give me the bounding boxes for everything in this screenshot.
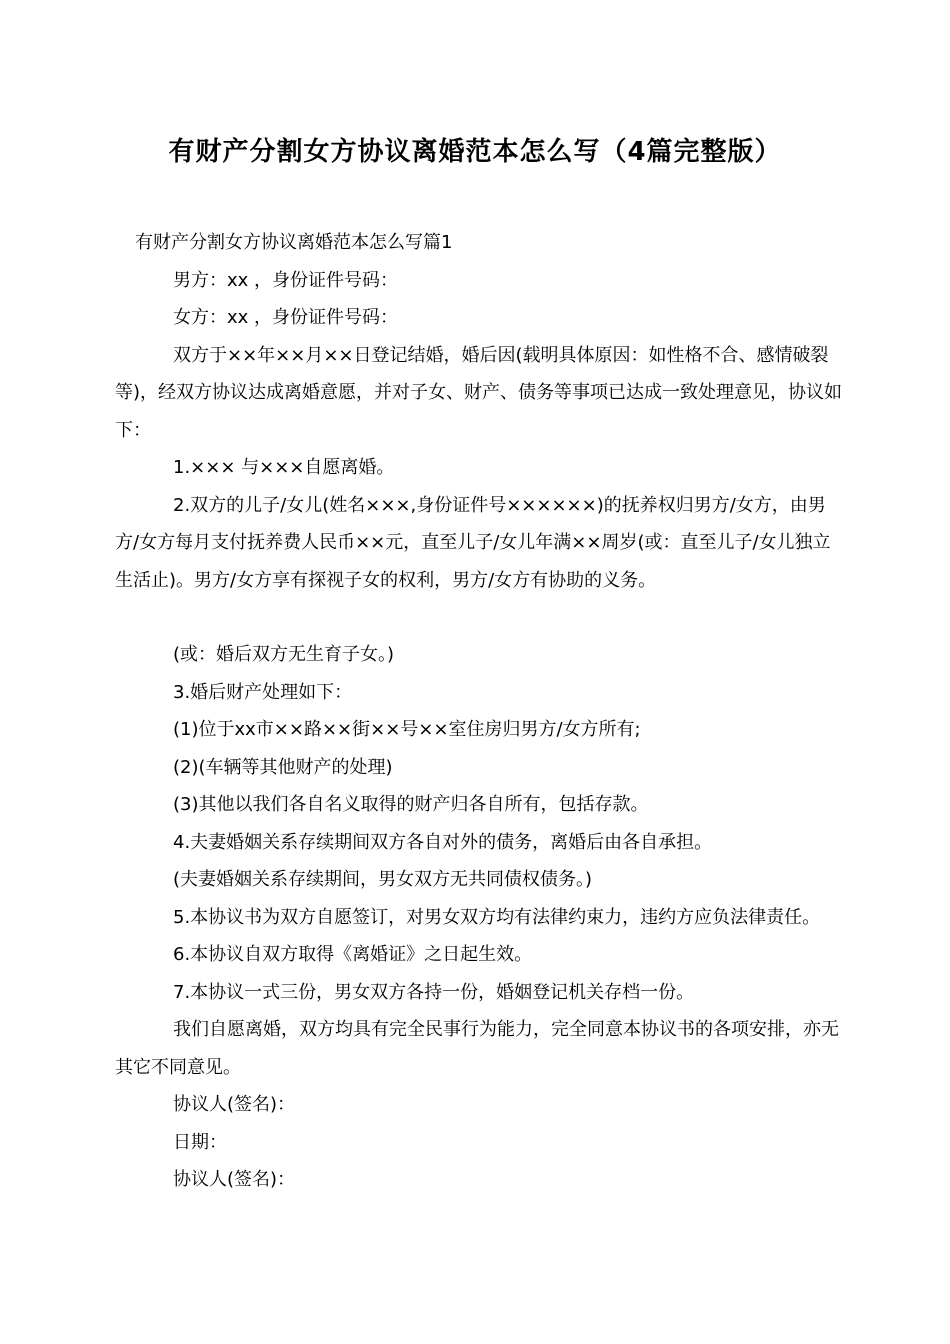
male-party-line: 男方：xx ，身份证件号码： [173,269,399,291]
clause-4: 4.夫妻婚姻关系存续期间双方各自对外的债务，离婚后由各自承担。 [173,831,713,853]
declaration: 我们自愿离婚，双方均具有完全民事行为能力，完全同意本协议书的各项安排，亦无其它不同意见。 [115,1019,839,1078]
clause-1: 1.××× 与×××自愿离婚。 [173,457,395,478]
clause-3-item-2: (2)(车辆等其他财产的处理) [173,756,393,778]
signature-line-1: 协议人(签名)： [173,1094,296,1115]
date-line: 日期： [173,1131,227,1153]
section-heading: 有财产分割女方协议离婚范本怎么写篇1 [135,232,453,253]
clause-2: 2.双方的儿子/女儿(姓名×××,身份证件号××××××)的抚养权归男方/女方，由男方/女方每月支付抚养费人民币××元，直至儿子/女儿年满××周岁(或：直至儿子/女儿独立生活止)。男方/女方享有探视子女的权利，男方/女方有协助的义务。 [115,494,831,591]
signature-line-2: 协议人(签名)： [173,1169,296,1190]
clause-3: 3.婚后财产处理如下： [173,681,353,703]
document-body [115,224,845,1199]
clause-4-alt: (夫妻婚姻关系存续期间，男女双方无共同债权债务。) [173,869,593,890]
agreement-intro: 双方于××年××月××日登记结婚，婚后因(载明具体原因：如性格不合、感情破裂等)，经双方协议达成离婚意愿，并对子女、财产、债务等事项已达成一致处理意见，协议如下： [115,344,843,441]
clause-2-alt: (或：婚后双方无生育子女。) [173,644,395,665]
clause-3-item-3: (3)其他以我们各自名义取得的财产归各自所有，包括存款。 [173,794,649,815]
clause-3-item-1: (1)位于xx市××路××街××号××室住房归男方/女方所有; [173,719,641,740]
document-title: 有财产分割女方协议离婚范本怎么写（4篇完整版） [168,137,782,167]
clause-7: 7.本协议一式三份，男女双方各持一份，婚姻登记机关存档一份。 [173,981,695,1003]
female-party-line: 女方：xx ，身份证件号码： [173,307,399,328]
clause-5: 5.本协议书为双方自愿签订，对男女双方均有法律约束力，违约方应负法律责任。 [173,906,821,928]
clause-6: 6.本协议自双方取得《离婚证》之日起生效。 [173,944,533,965]
